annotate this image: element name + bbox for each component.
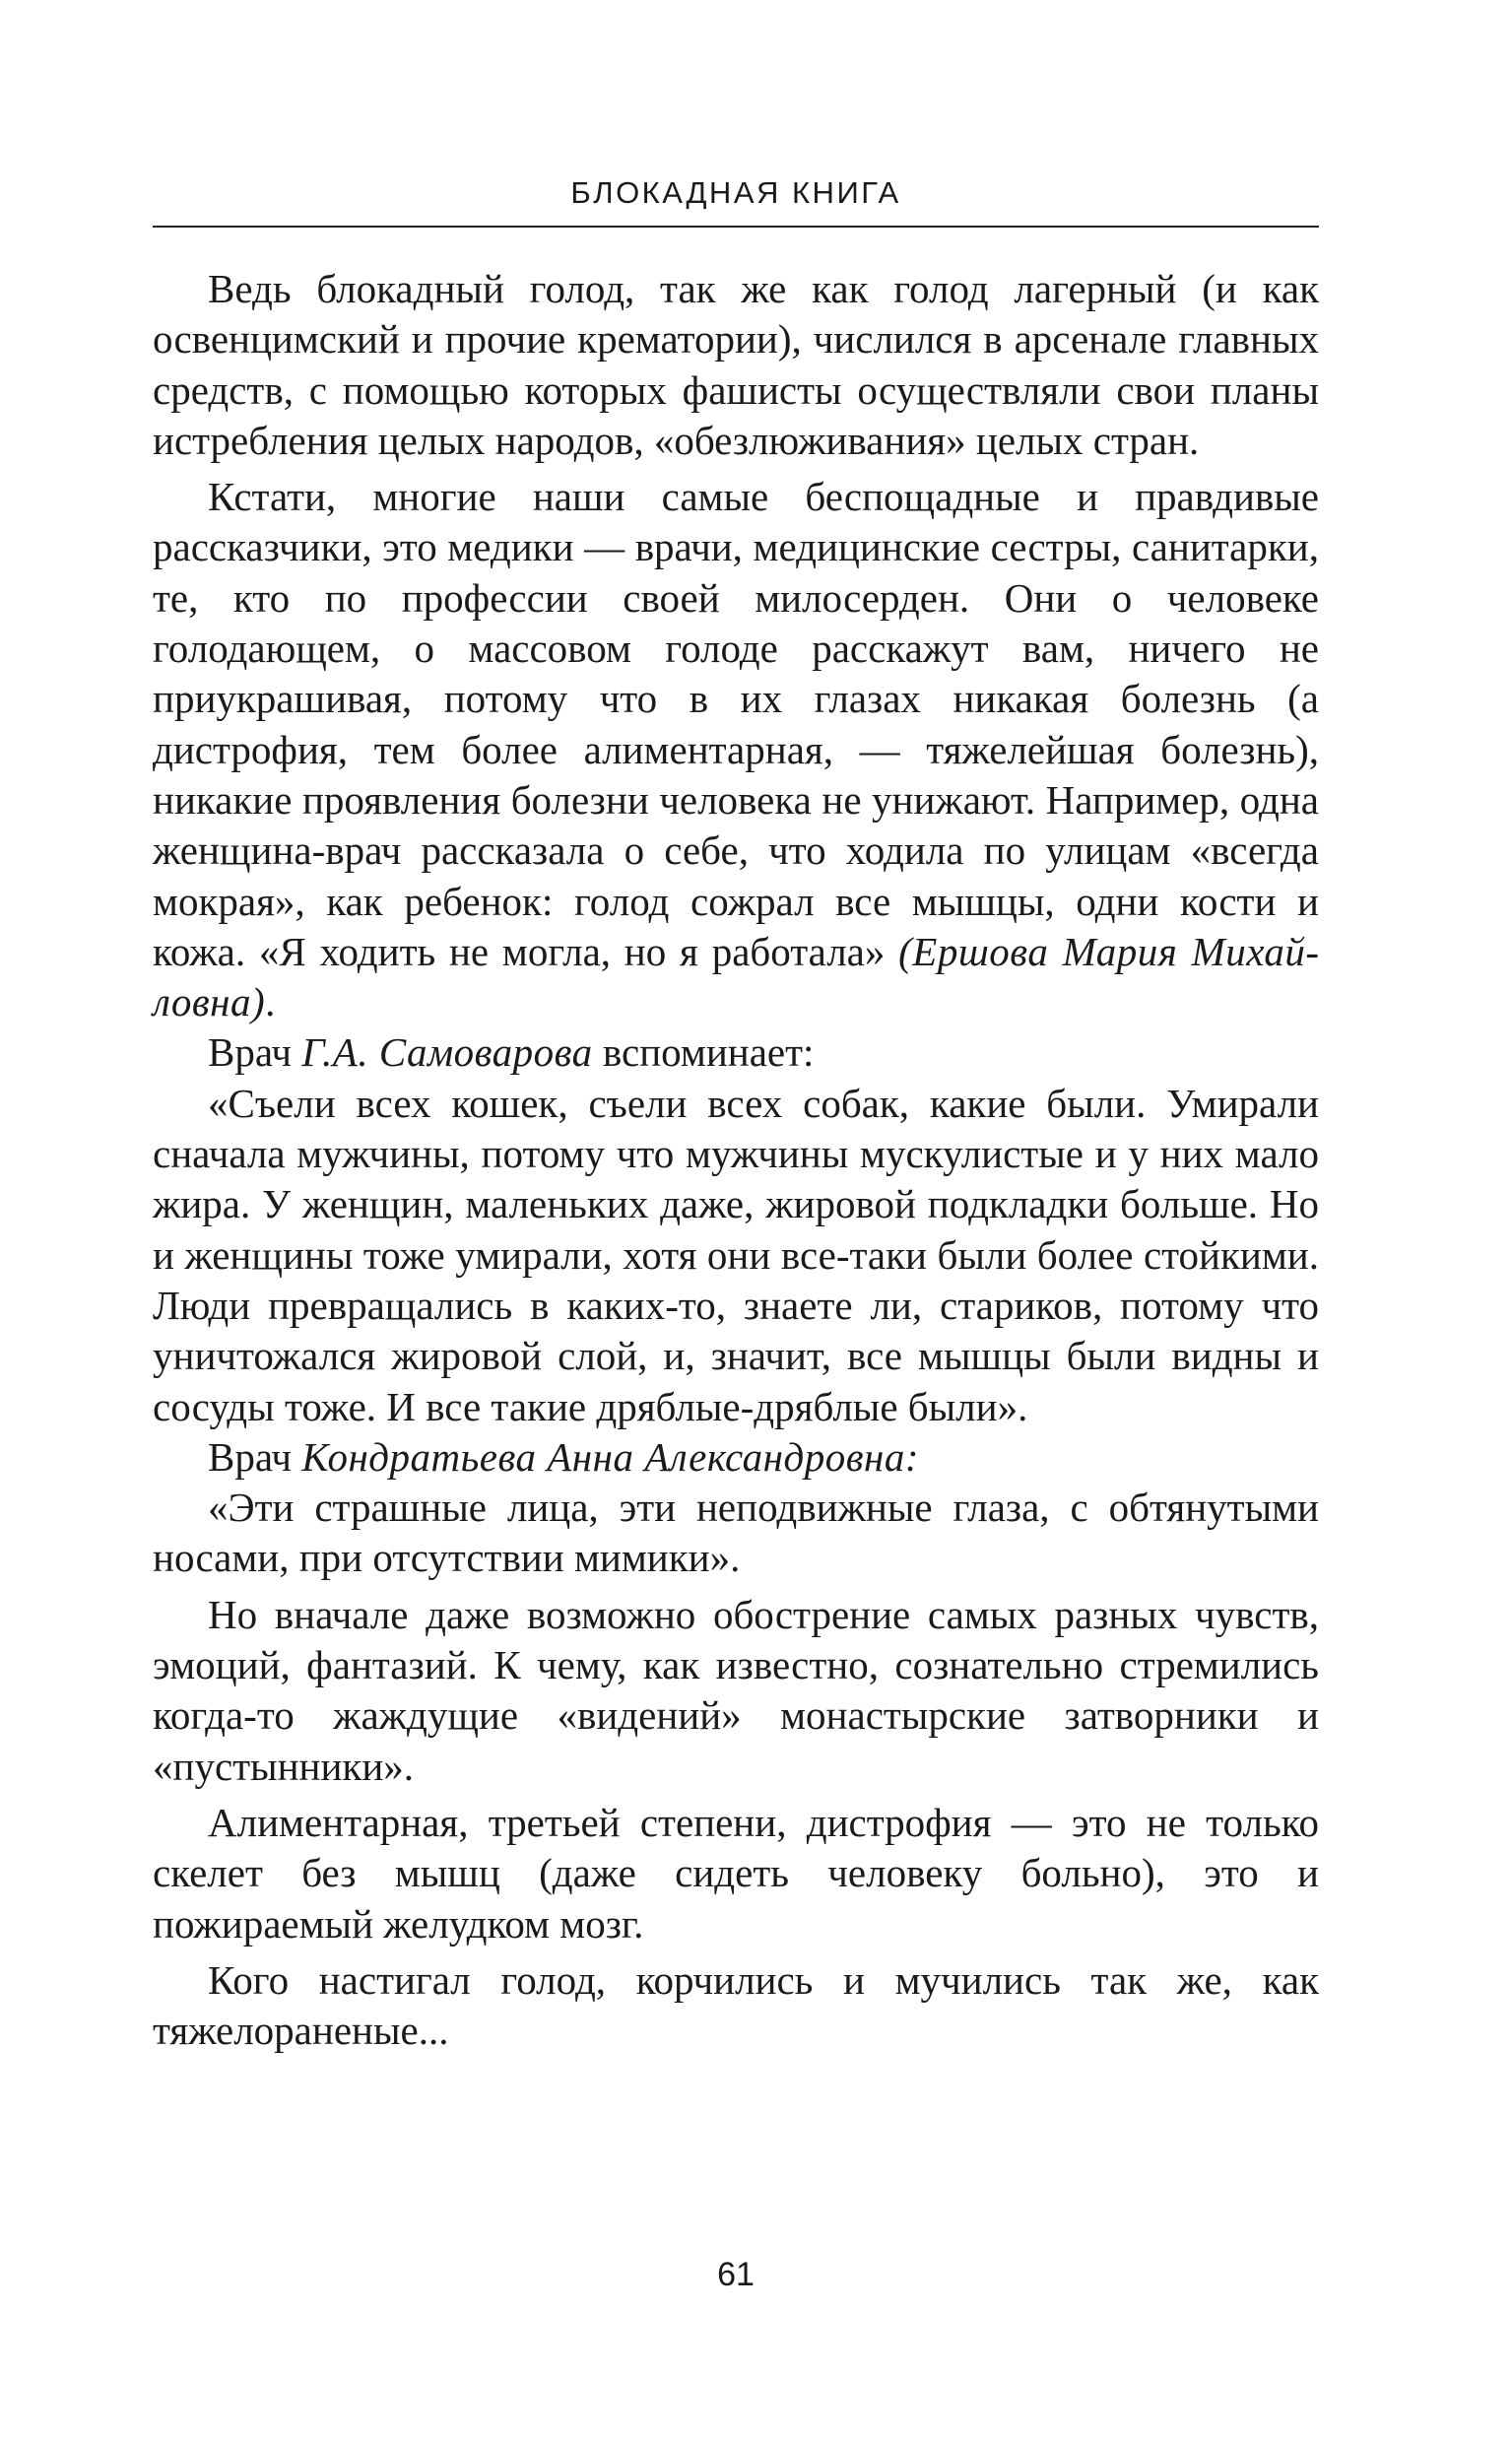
quote-kondratyeva: «Эти страшные лица, эти неподвижные глаза, с обтянутыми носами, при отсутствии мимики». [153, 1485, 1319, 1581]
speaker-prefix: Врач [208, 1029, 302, 1076]
page-number: 61 [717, 2256, 755, 2293]
speaker-suffix: вспоминает: [592, 1029, 815, 1076]
header-rule [153, 226, 1319, 228]
paragraph-2 [153, 472, 1319, 1027]
paragraph-2-text: Кстати, многие наши самые беспощадные и правдивые рассказчики, это медики — врачи, медицинские сестры, санитарки, те, кто по профессии своей милосерден. Они о человеке голодающем, о массовом голоде расскажут вам, ничего не приукрашивая, потому что в их глазах никакая болезнь (а дистрофия, тем более алиментарная, — тяжелейшая болезнь), никакие проявления болезни человека не унижают. Например, одна женщина-врач рассказала о себе, что ходила по улицам «всегда мокрая», как ребенок: голод сожрал все мышцы, одни кости и кожа. «Я ходить не могла, но я работала» [153, 474, 1319, 974]
speaker-name: Кондратьева Анна Александровна: [301, 1433, 919, 1480]
paragraph-1: Ведь блокадный голод, так же как голод лагерный (и как освенцимский и прочие крематории), числился в арсенале главных средств, с помощью которых фашисты осуществляли свои планы истребления целых народов, «обезлюживания» целых стран. [153, 266, 1319, 463]
quote-samovarova: «Съели всех кошек, съели всех собак, какие были. Умирали сначала мужчины, потому что мужчины мускулистые и у них мало жира. У женщин, маленьких даже, жировой подкладки больше. Но и женщины тоже умирали, хотя они все-таки были более стойкими. Люди превращались в каких-то, знаете ли, стариков, потому что уничтожался жировой слой, и, значит, все мышцы были видны и сосуды тоже. И все такие дряблые-дряблые были». [153, 1080, 1319, 1429]
paragraph-9: Кого настигал голод, корчились и мучились так же, как тяжелораненые... [153, 1956, 1319, 2054]
speaker-line-kondratyeva [153, 1432, 1319, 1483]
speaker-name: Г.А. Самоварова [301, 1029, 593, 1076]
paragraph-7: Но вначале даже возможно обострение самых разных чувств, эмоций, фантазий. К чему, как известно, сознательно стремились когда-то жаждущие «видений» монастырские затворники и «пустынники». [153, 1591, 1319, 1789]
speaker-prefix: Врач [208, 1433, 302, 1480]
running-head: БЛОКАДНАЯ КНИГА [570, 175, 901, 210]
body-text [153, 264, 1319, 2056]
source-attribution: (Ершова Мария Михайловна) [153, 928, 1320, 1025]
paragraph-2-end: . [265, 979, 276, 1025]
paragraph-8: Алиментарная, третьей степени, дистрофия — это не только скелет без мышц (даже сидеть человеку больно), это и пожираемый желудком мозг. [153, 1799, 1319, 1947]
speaker-line-samovarova [153, 1027, 1319, 1078]
